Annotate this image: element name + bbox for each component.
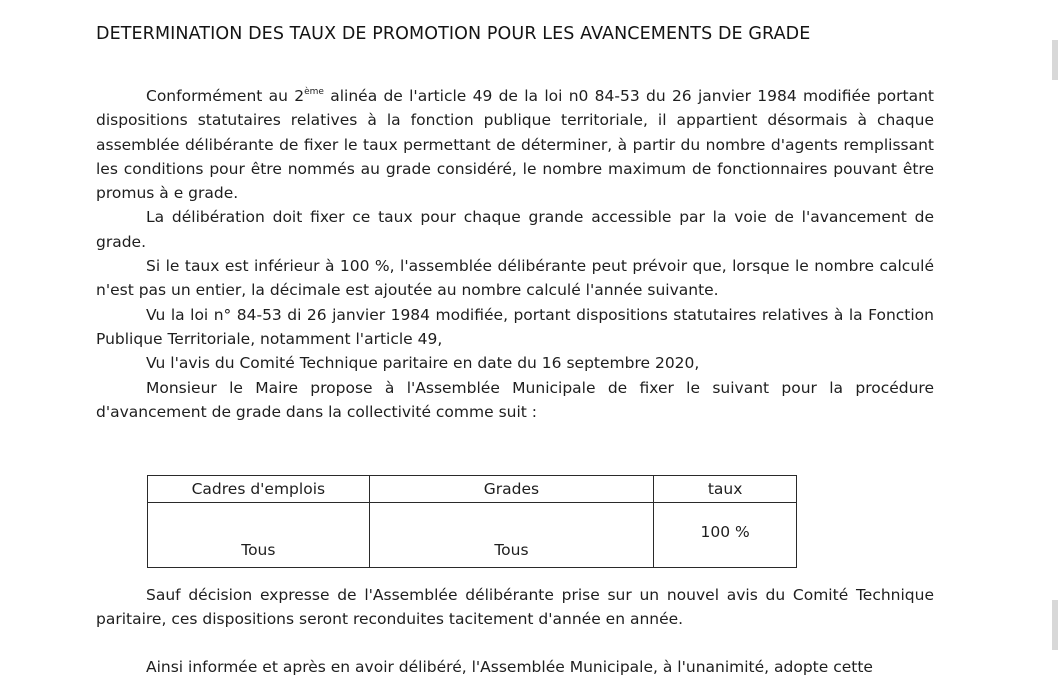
paragraph-legal-basis: Conformément au 2ème alinéa de l'article 49 de la loi n0 84-53 du 26 janvier 1984 modifiée portant dispositions statutaires relatives à la fonction publique territoriale, il appartient désormais à chaque assemblée délibérante de fixer le taux permettant de déterminer, à partir du nombre d'agents remplissant les conditions pour être nommés au grade considéré, le nombre maximum de fonctionnaires pouvant être promus à e grade. xyxy=(96,87,934,203)
paragraph-deliberation: La délibération doit fixer ce taux pour chaque grande accessible par la voie de l'avancement de grade. xyxy=(96,208,934,251)
final-section xyxy=(96,655,934,675)
table-header-row xyxy=(148,476,797,503)
paragraph-rate-condition: Si le taux est inférieur à 100 %, l'assemblée délibérante peut prévoir que, lorsque le nombre calculé n'est pas un entier, la décimale est ajoutée au nombre calculé l'année suivante. xyxy=(96,257,934,300)
table-header-cadres: Cadres d'emplois xyxy=(148,476,370,503)
promotion-rate-table xyxy=(147,475,797,568)
document-title: DETERMINATION DES TAUX DE PROMOTION POUR LES AVANCEMENTS DE GRADE xyxy=(96,24,811,44)
table-header-taux: taux xyxy=(654,476,797,503)
table-cell-grades: Tous xyxy=(369,503,654,568)
scan-edge-mark xyxy=(1052,40,1058,80)
paragraph-proposal: Monsieur le Maire propose à l'Assemblée Municipale de fixer le suivant pour la procédure d'avancement de grade dans la collectivité comme suit : xyxy=(96,378,934,421)
paragraph-vu-loi: Vu la loi n° 84-53 di 26 janvier 1984 modifiée, portant dispositions statutaires relatives à la Fonction Publique Territoriale, notamment l'article 49, xyxy=(96,305,934,348)
table-cell-taux: 100 % xyxy=(654,503,797,568)
table-header-grades: Grades xyxy=(369,476,654,503)
paragraph-final: Ainsi informée et après en avoir délibéré, l'Assemblée Municipale, à l'unanimité, adopte cette xyxy=(146,658,873,675)
scan-edge-mark xyxy=(1052,600,1058,650)
closing-section xyxy=(96,583,934,632)
table-row xyxy=(148,503,797,568)
superscript-ordinal: ème xyxy=(304,87,324,97)
intro-section xyxy=(96,84,934,424)
paragraph-vu-avis: Vu l'avis du Comité Technique paritaire en date du 16 septembre 2020, xyxy=(146,354,700,373)
paragraph-closing: Sauf décision expresse de l'Assemblée délibérante prise sur un nouvel avis du Comité Technique paritaire, ces dispositions seront reconduites tacitement d'année en année. xyxy=(96,586,934,629)
table-cell-cadres: Tous xyxy=(148,503,370,568)
